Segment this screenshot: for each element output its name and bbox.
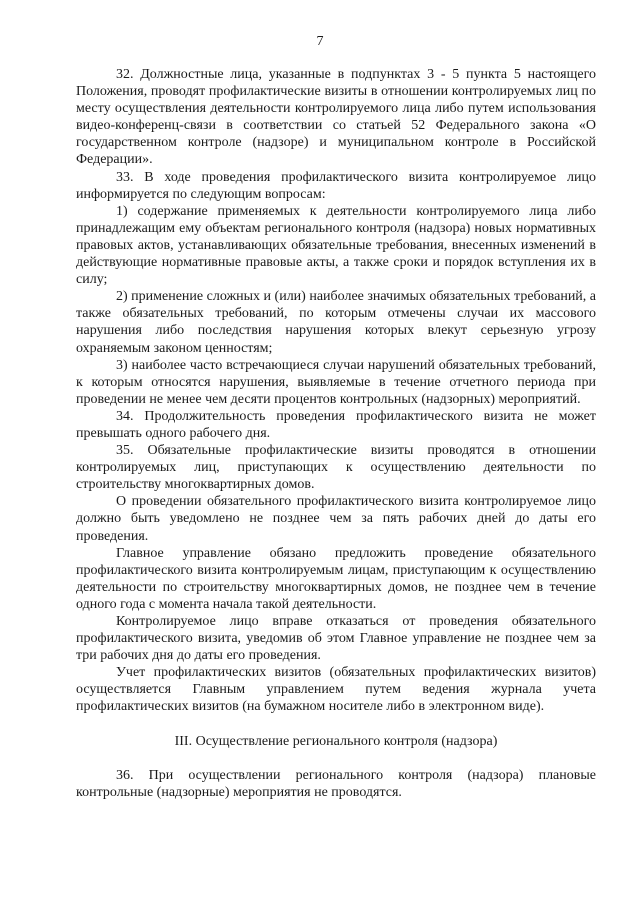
paragraph-34: 34. Продолжительность проведения профилактического визита не может превышать одного рабочего дня. (76, 408, 596, 441)
list-item-2: 2) применение сложных и (или) наиболее значимых обязательных требований, а также обязательных требований, по которым отмечены случаи их массового нарушения либо последствия нарушения которых влекут серьезную угрозу охраняемым законом ценностям; (76, 289, 597, 356)
paragraph-notice: О проведении обязательного профилактического визита контролируемое лицо должно быть уведомлено не позднее чем за пять рабочих дней до даты его проведения. (76, 494, 596, 544)
paragraph-refusal: Контролируемое лицо вправе отказаться от проведения обязательного профилактического визита, уведомив об этом Главное управление не позднее чем за три рабочих дня до даты его проведения. (76, 614, 596, 664)
section-heading: III. Осуществление регионального контроля (надзора) (174, 733, 498, 749)
document-body (76, 66, 596, 801)
list-item-1: 1) содержание применяемых к деятельности контролируемого лица либо принадлежащим ему объектам регионального контроля (надзора) новых нормативных правовых актов, устанавливающих обязательные требования, внесенных изменений в действующие нормативные правовые акты, а также сроки и порядок вступления их в силу; (76, 203, 596, 288)
list-item-3: 3) наиболее часто встречающиеся случаи нарушений обязательных требований, к которым относятся нарушения, выявляемые в течение отчетного периода при проведении не менее чем десяти процентов контрольных (надзорных) мероприятий. (76, 357, 596, 407)
paragraph-33: 33. В ходе проведения профилактического визита контролируемое лицо информируется по следующим вопросам: (76, 169, 596, 202)
paragraph-32: 32. Должностные лица, указанные в подпунктах 3 - 5 пункта 5 настоящего Положения, проводят профилактические визиты в отношении контролируемых лиц по месту осуществления деятельности контролируемого лица либо путем использования видео-конференц-связи в соответствии со статьей 52 Федерального закона «О государственном контроле (надзоре) и муниципальном контроле в Российской Федерации». (76, 67, 596, 168)
paragraph-36: 36. При осуществлении регионального контроля (надзора) плановые контрольные (надзорные) мероприятия не проводятся. (76, 767, 596, 800)
paragraph-35: 35. Обязательные профилактические визиты проводятся в отношении контролируемых лиц, приступающих к осуществлению деятельности по строительству многоквартирных домов. (76, 443, 596, 493)
paragraph-accounting: Учет профилактических визитов (обязательных профилактических визитов) осуществляется Главным управлением путем ведения журнала учета профилактических визитов (на бумажном носителе либо в электронном виде). (76, 665, 596, 715)
page-number: 7 (316, 34, 324, 49)
paragraph-obligation: Главное управление обязано предложить проведение обязательного профилактического визита контролируемым лицам, приступающим к осуществлению деятельности по строительству многоквартирных домов, не позднее чем в течение одного года с момента начала такой деятельности. (76, 545, 596, 612)
